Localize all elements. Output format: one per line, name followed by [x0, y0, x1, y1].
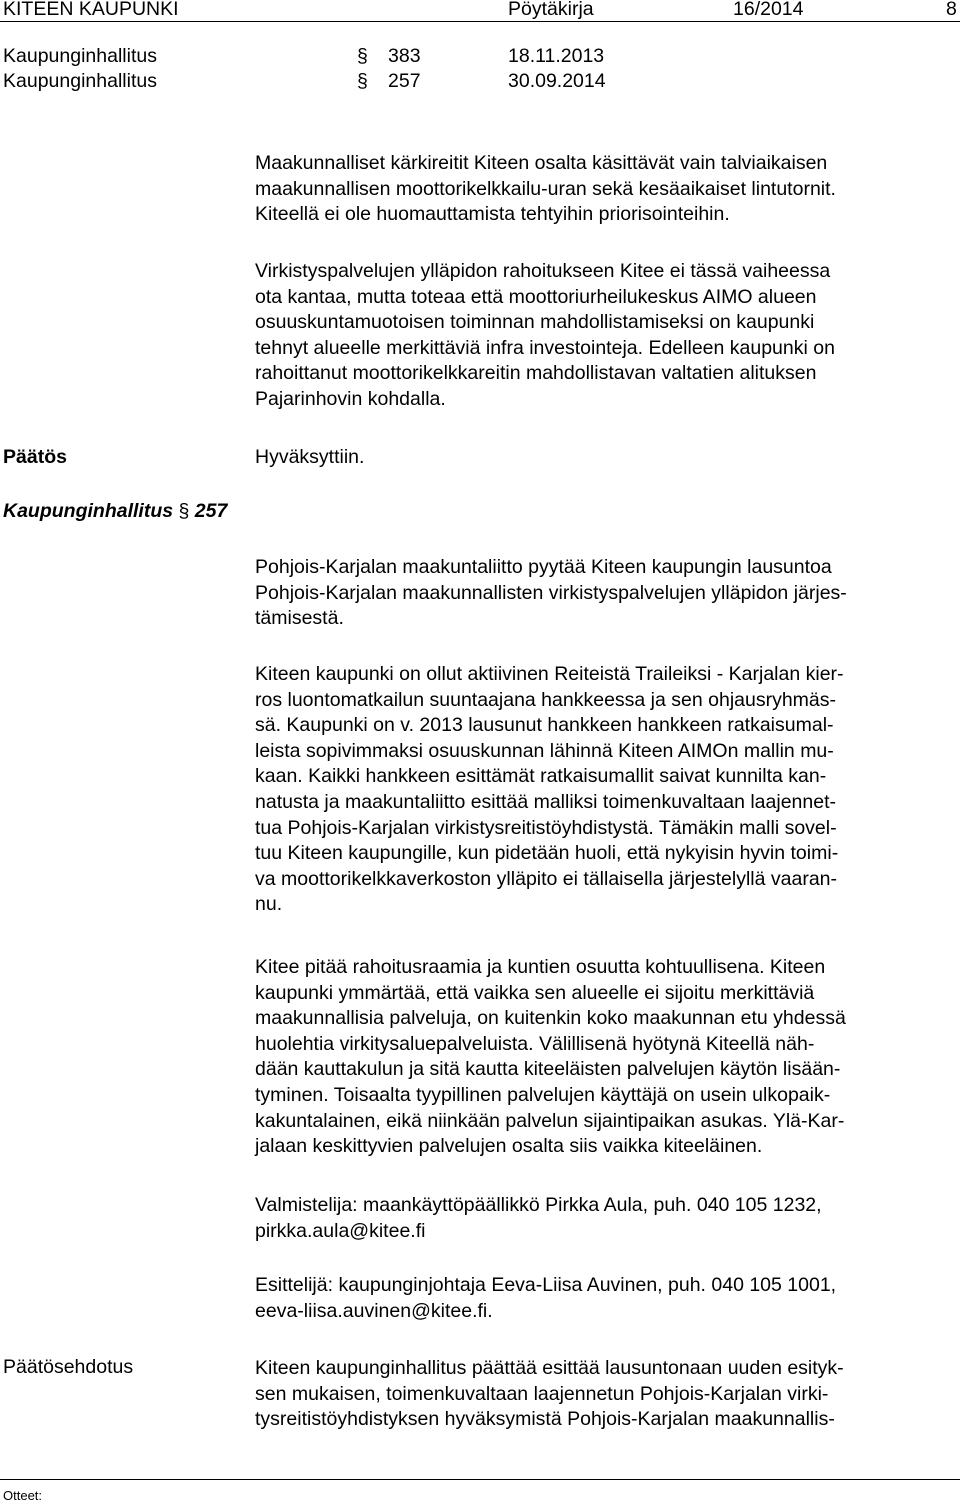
text-line: huolehtia virkitysaluepalveluista. Välillisenä hyötynä Kiteellä näh- — [255, 1032, 815, 1055]
text-line: ros luontomatkailun suuntaajana hankkeessa ja sen ohjausryhmäs- — [255, 688, 837, 711]
decision-text: Hyväksyttiin. — [255, 446, 365, 468]
paragraph — [255, 662, 960, 918]
text-line: tämisestä. — [255, 607, 344, 630]
reference-body: Kaupunginhallitus — [3, 70, 157, 92]
decision-label: Päätös — [3, 446, 67, 468]
text-line: Kiteellä ei ole huomauttamista tehtyihin priorisointeihin. — [255, 203, 730, 226]
text-line: kaan. Kaikki hankkeen esittämät ratkaisumallit saivat kunnilta kan- — [255, 765, 827, 788]
text-line: dään kauttakulun ja sitä kautta kiteeläisten palvelujen käytön lisään- — [255, 1058, 841, 1081]
section-heading-number: 257 — [194, 500, 228, 522]
text-line: sen mukaisen, toimenkuvaltaan laajennetun Pohjois-Karjalan virki- — [255, 1382, 829, 1405]
text-line: eeva-liisa.auvinen@kitee.fi. — [255, 1299, 493, 1322]
footer-divider — [0, 1479, 960, 1480]
text-line: Pohjois-Karjalan maakunnallisten virkistyspalvelujen ylläpidon järjes- — [255, 581, 847, 604]
paragraph — [255, 555, 960, 632]
preparer-info — [255, 1193, 960, 1244]
text-line: Kiteen kaupunki on ollut aktiivinen Reiteistä Traileiksi - Karjalan kier- — [255, 663, 844, 685]
text-line: kaupunki ymmärtää, että vaikka sen alueelle ei sijoitu merkittäviä — [255, 981, 815, 1004]
reference-number: 383 — [388, 45, 421, 67]
section-heading-body: Kaupunginhallitus — [3, 500, 174, 522]
header-divider — [0, 21, 960, 22]
text-line: tuu Kiteen kaupungille, kun pidetään huoli, että nykyisin hyvin toimi- — [255, 842, 839, 865]
paragraph — [255, 151, 960, 228]
text-line: maakunnallisen moottorikelkkailu-uran sekä kesäaikaiset lintutornit. — [255, 177, 836, 200]
section-mark: § — [357, 70, 368, 92]
text-line: leista sopivimmaksi osuuskunnan lähinnä Kiteen AIMOn mallin mu- — [255, 739, 834, 762]
page-number: 8 — [946, 0, 957, 20]
text-line: ota kantaa, mutta toteaa että moottoriurheilukeskus AIMO alueen — [255, 285, 817, 308]
text-line: tysreitistöyhdistyksen hyväksymistä Pohjois-Karjalan maakunnallis- — [255, 1408, 835, 1431]
section-mark: § — [357, 45, 368, 67]
text-line: kakuntalainen, eikä niinkään palvelun sijaintipaikan asukas. Ylä-Kar- — [255, 1109, 845, 1132]
reference-date: 18.11.2013 — [508, 45, 605, 67]
text-line: Kitee pitää rahoitusraamia ja kuntien osuutta kohtuullisena. Kiteen — [255, 956, 826, 978]
paragraph — [255, 955, 960, 1160]
text-line: rahoittanut moottorikelkkareitin mahdollistavan valtatien alituksen — [255, 362, 817, 385]
section-heading — [3, 500, 227, 523]
text-line: sä. Kaupunki on v. 2013 lausunut hankkeen hankkeen ratkaisumal- — [255, 714, 834, 737]
reference-date: 30.09.2014 — [508, 70, 606, 92]
text-line: Maakunnalliset kärkireitit Kiteen osalta käsittävät vain talviaikaisen — [255, 152, 828, 174]
footer-label: Otteet: — [3, 1488, 43, 1503]
section-mark: § — [178, 500, 190, 522]
organization-name: KITEEN KAUPUNKI — [3, 0, 179, 20]
proposal-text — [255, 1356, 960, 1433]
text-line: tua Pohjois-Karjalan virkistysreitistöyhdistystä. Tämäkin malli sovel- — [255, 816, 837, 839]
text-line: tyminen. Toisaalta tyypillinen palvelujen käyttäjä on usein ulkopaik- — [255, 1083, 831, 1106]
text-line: nu. — [255, 893, 283, 916]
paragraph — [255, 259, 960, 413]
text-line: natusta ja maakuntaliitto esittää malliksi toimenkuvaltaan laajennet- — [255, 790, 836, 813]
text-line: Kiteen kaupunginhallitus päättää esittää lausuntonaan uuden esityk- — [255, 1357, 844, 1379]
text-line: pirkka.aula@kitee.fi — [255, 1219, 426, 1242]
reference-number: 257 — [388, 70, 421, 92]
text-line: Pohjois-Karjalan maakuntaliitto pyytää Kiteen kaupungin lausuntoa — [255, 556, 832, 578]
document-type: Pöytäkirja — [508, 0, 594, 20]
text-line: osuuskuntamuotoisen toiminnan mahdollistamiseksi on kaupunki — [255, 311, 815, 334]
text-line: maakunnallisia palveluja, on kuitenkin koko maakunnan etu yhdessä — [255, 1007, 846, 1030]
text-line: va moottorikelkkaverkoston ylläpito ei tällaisella järjestelyllä vaaran- — [255, 867, 838, 890]
reference-body: Kaupunginhallitus — [3, 45, 157, 67]
text-line: jalaan keskittyvien palvelujen osalta siis vaikka kiteeläinen. — [255, 1135, 763, 1158]
text-line: Pajarinhovin kohdalla. — [255, 387, 446, 410]
text-line: tehnyt alueelle merkittäviä infra investointeja. Edelleen kaupunki on — [255, 336, 835, 359]
text-line: Esittelijä: kaupunginjohtaja Eeva-Liisa Auvinen, puh. 040 105 1001, — [255, 1274, 837, 1296]
presenter-info — [255, 1273, 960, 1324]
proposal-label: Päätösehdotus — [3, 1356, 134, 1378]
text-line: Valmistelija: maankäyttöpäällikkö Pirkka Aula, puh. 040 105 1232, — [255, 1194, 822, 1216]
text-line: Virkistyspalvelujen ylläpidon rahoitukseen Kitee ei tässä vaiheessa — [255, 260, 831, 282]
document-number: 16/2014 — [733, 0, 804, 20]
